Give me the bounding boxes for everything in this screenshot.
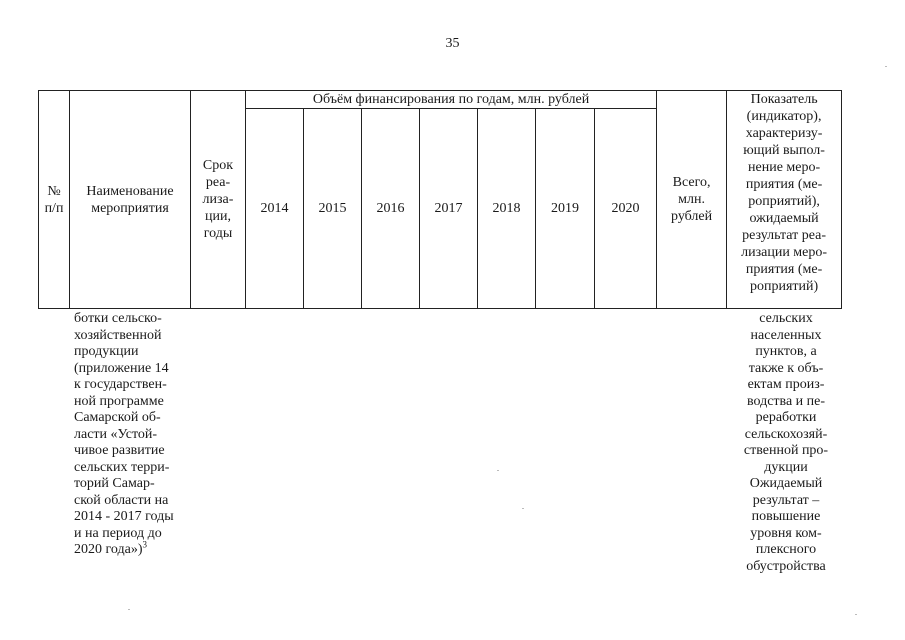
scan-speck xyxy=(855,614,857,615)
header-year: 2014 xyxy=(246,109,304,309)
header-year: 2018 xyxy=(478,109,536,309)
measure-name-continuation xyxy=(74,311,199,559)
header-funding-title: Объём финансирования по годам, млн. рублей xyxy=(246,91,657,109)
header-year: 2016 xyxy=(362,109,420,309)
header-name: Наименование мероприятия xyxy=(70,91,191,309)
header-indicator: Показатель (индикатор), характеризу- ющий выпол- нение меро- приятия (ме- роприятий), ожидаемый результат реа- лизации меро- приятия (ме- роприятий) xyxy=(727,91,842,309)
header-total: Всего, млн. рублей xyxy=(657,91,727,309)
footnote-mark: 3 xyxy=(142,539,147,550)
scan-speck xyxy=(885,66,887,67)
header-term: Срок реа- лиза- ции, годы xyxy=(191,91,246,309)
header-year: 2019 xyxy=(536,109,595,309)
page-number: 35 xyxy=(445,36,460,51)
scan-speck xyxy=(497,470,499,471)
header-year: 2015 xyxy=(304,109,362,309)
indicator-continuation: сельских населенных пунктов, а также к объ- ектам произ- водства и пе- реработки сельскохозяй- ственной про- дукции Ожидаемый результат – повышение уровня ком- плексного обустройства xyxy=(743,311,829,574)
header-year: 2017 xyxy=(420,109,478,309)
header-num: № п/п xyxy=(39,91,70,309)
funding-table-header xyxy=(38,90,842,309)
measure-name-text: ботки сельско- хозяйственной продукции (приложение 14 к государствен- ной программе Самарской об- ласти «Устой- чивое развитие сельских терри- торий Самар- ской области на 2014 - 2017 годы и на период до 2020 года») xyxy=(74,311,174,557)
header-year: 2020 xyxy=(595,109,657,309)
scan-speck xyxy=(128,609,130,610)
scan-speck xyxy=(522,508,524,509)
